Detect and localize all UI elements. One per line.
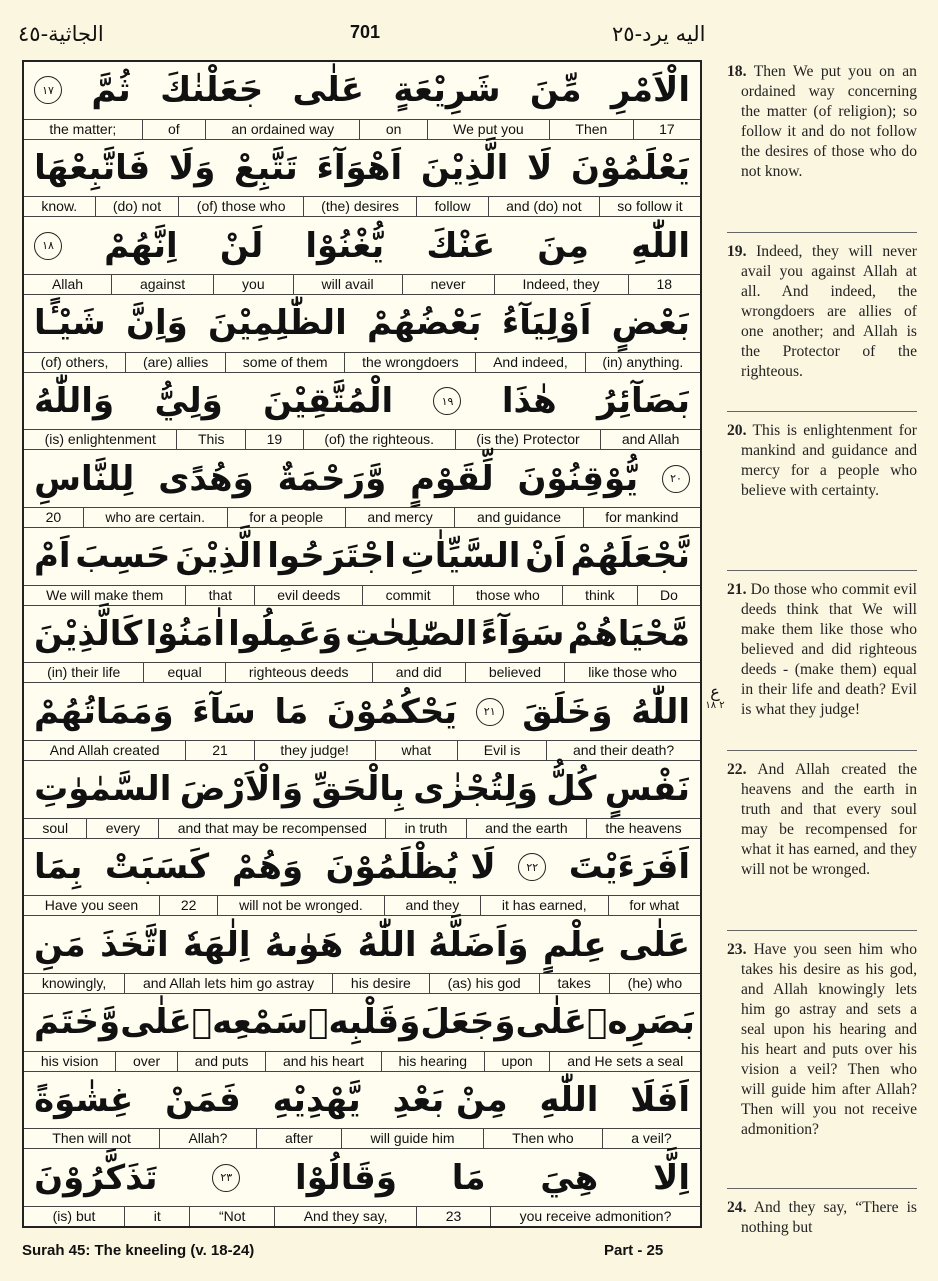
arabic-word: مِّنَ	[529, 70, 582, 111]
arabic-word: السَّمٰوٰتِ	[34, 769, 172, 810]
gloss-cell: a veil?	[602, 1129, 700, 1148]
gloss-cell: equal	[143, 663, 224, 682]
arabic-line	[24, 1072, 700, 1129]
arabic-word: وَقَلْبِهٖ	[308, 1002, 421, 1043]
translation-paragraph	[727, 421, 917, 501]
gloss-cell: and Allah lets him go astray	[124, 974, 332, 993]
translation-text: Indeed, they will never avail you against Allah at all. And indeed, the wrongdoers are allies of one another; and Allah is the Protector of the righteous.	[741, 243, 917, 380]
gloss-cell: after	[256, 1129, 342, 1148]
verse-number-marker: ٢٢	[518, 853, 546, 881]
arabic-word: بِالْحَقِّ	[311, 769, 405, 810]
arabic-word: وَلِتُجْزٰى	[413, 769, 538, 810]
translation-paragraph	[727, 1198, 917, 1238]
gloss-cell: on	[359, 120, 426, 139]
gloss-cell: follow	[416, 197, 487, 216]
gloss-cell: the matter;	[49, 120, 117, 137]
arabic-word: تَذَكَّرُوْنَ	[34, 1157, 158, 1198]
gloss-cell: his desire	[332, 974, 429, 993]
english-gloss-line	[24, 585, 700, 605]
arabic-word: فَمَنْ	[165, 1080, 241, 1121]
english-gloss-line	[24, 662, 700, 682]
arabic-word: يَعْلَمُوْنَ	[571, 148, 690, 188]
gloss-cell: (is) but	[52, 1208, 96, 1225]
gloss-cell: And they say,	[274, 1207, 416, 1226]
gloss-cell: for what	[608, 896, 700, 915]
verse-row	[24, 839, 700, 917]
gloss-cell: and He sets a seal	[549, 1052, 700, 1071]
arabic-word: هٰذَا	[501, 381, 557, 422]
gloss-cell: what	[375, 741, 457, 760]
arabic-word: عَنْكَ	[426, 225, 496, 266]
verse-number: 21.	[727, 581, 747, 598]
gloss-cell: know.	[41, 198, 78, 215]
footer-part: Part - 25	[604, 1242, 664, 1259]
arabic-word: الَّذِيْنَ	[175, 536, 263, 577]
gloss-cell: We will make them	[46, 586, 164, 603]
ruku-mark	[705, 684, 725, 711]
gloss-cell: evil deeds	[254, 586, 362, 605]
arabic-word: وَلِيُّ	[154, 381, 223, 422]
gloss-cell: and Allah	[600, 430, 700, 449]
translation-text: Have you seen him who takes his desire as his god, and Allah knowingly lets him go astray and sets a seal upon his hearing and his heart and puts over his vision a veil? Then who will guide him after Allah? Then will you not receive admonition?	[741, 941, 917, 1138]
gloss-cell: for mankind	[583, 508, 700, 527]
arabic-word: وَهُدًى	[158, 458, 254, 499]
arabic-word: كُلُّ	[546, 769, 597, 810]
gloss-cell: and (do) not	[488, 197, 599, 216]
arabic-word: لَنْ	[219, 225, 264, 266]
gloss-cell: for a people	[227, 508, 345, 527]
arabic-word: مَّحْيَاهُمْ	[567, 614, 690, 655]
gloss-cell: every	[86, 819, 158, 838]
arabic-line	[24, 450, 700, 507]
gloss-cell: it has earned,	[480, 896, 608, 915]
arabic-word: ثُمَّ	[91, 70, 131, 111]
gloss-cell: Evil is	[457, 741, 546, 760]
arabic-word: وَلَا	[168, 148, 216, 188]
arabic-word: وَاِنَّ	[125, 303, 188, 344]
english-gloss-line	[24, 196, 700, 216]
translation-text: Do those who commit evil deeds think that We will make them like those who believed and did righteous deeds - (make them) equal in their life and death? Evil is what they judge!	[741, 581, 918, 718]
gloss-cell: you receive admonition?	[490, 1207, 700, 1226]
word-by-word-grid	[22, 60, 702, 1228]
arabic-word: لَا يُظْلَمُوْنَ	[325, 847, 496, 888]
gloss-cell: Allah	[51, 276, 84, 293]
translation-paragraph	[727, 62, 917, 182]
gloss-cell: 19	[245, 430, 303, 449]
arabic-word: سَمْعِهٖ	[191, 1002, 309, 1043]
page-number: 701	[349, 22, 381, 42]
arabic-line	[24, 62, 700, 119]
gloss-cell: (of) others,	[40, 353, 109, 370]
translation-paragraph	[727, 760, 917, 880]
arabic-word: عَلٰى عِلْمٍ	[542, 924, 690, 965]
gloss-cell: and puts	[177, 1052, 265, 1071]
gloss-cell: 20	[45, 509, 62, 526]
arabic-word: مَا	[274, 691, 309, 732]
arabic-word: اللّٰهُ	[631, 691, 690, 732]
verse-number-marker: ٢٣	[212, 1164, 240, 1192]
arabic-word: مِنَ	[537, 225, 589, 266]
arabic-word: السَّيِّاٰتِ	[400, 536, 521, 577]
verse-number-marker: ٢٠	[662, 465, 690, 493]
english-gloss-line	[24, 274, 700, 294]
translation-separator	[727, 930, 917, 931]
arabic-word: فَاتَّبِعْهَا	[34, 148, 151, 188]
gloss-cell: (is) enlightenment	[44, 431, 156, 448]
gloss-cell: the heavens	[586, 819, 700, 838]
arabic-word: لَا	[526, 148, 553, 188]
gloss-cell: and their death?	[546, 741, 700, 760]
english-gloss-line	[24, 1206, 700, 1226]
gloss-cell: righteous deeds	[225, 663, 372, 682]
arabic-word: بِمَا	[34, 847, 83, 888]
verse-row	[24, 528, 700, 606]
gloss-cell: And Allah created	[49, 742, 160, 759]
gloss-cell: 17	[633, 120, 700, 139]
arabic-word: اَفَلَا	[630, 1080, 690, 1121]
arabic-word: بَصَآئِرُ	[597, 381, 690, 422]
gloss-cell: will not be wronged.	[217, 896, 383, 915]
surah-name-header: الجاثية-٤٥	[18, 22, 104, 46]
arabic-line	[24, 373, 700, 430]
gloss-cell: his vision	[40, 1052, 99, 1069]
gloss-cell: Do	[637, 586, 700, 605]
arabic-word: كَسَبَتْ	[104, 847, 210, 888]
arabic-word: اتَّخَذَ	[100, 924, 169, 965]
gloss-cell: in truth	[385, 819, 466, 838]
gloss-cell: 22	[159, 896, 217, 915]
arabic-word: اِلَّا	[653, 1157, 690, 1198]
english-gloss-line	[24, 1051, 700, 1071]
verse-row	[24, 1149, 700, 1226]
arabic-word: يُّغْنُوْا	[305, 225, 385, 266]
gloss-cell: (do) not	[95, 197, 179, 216]
footer-surah-info: Surah 45: The kneeling (v. 18-24)	[22, 1242, 255, 1259]
arabic-word: يَحْكُمُوْنَ	[326, 691, 458, 732]
gloss-cell: Have you seen	[44, 897, 139, 914]
arabic-word: وَّخَتَمَ	[34, 1002, 121, 1043]
english-gloss-line	[24, 818, 700, 838]
gloss-cell: you	[213, 275, 292, 294]
english-gloss-line	[24, 1128, 700, 1148]
arabic-word: وَهُمْ	[231, 847, 304, 888]
verse-row	[24, 683, 700, 761]
gloss-cell: Allah?	[159, 1129, 256, 1148]
english-gloss-line	[24, 507, 700, 527]
gloss-cell: This	[176, 430, 245, 449]
arabic-word: بَصَرِهٖ	[587, 1002, 695, 1043]
verse-number-marker: ١٩	[433, 387, 461, 415]
verse-row	[24, 916, 700, 994]
verse-number: 20.	[727, 422, 747, 439]
gloss-cell: Then who	[483, 1129, 602, 1148]
arabic-word: شَيْـًٔا	[34, 303, 106, 344]
arabic-word: اَوْلِيَآءُ	[501, 303, 592, 344]
gloss-cell: and they	[384, 896, 480, 915]
arabic-word: وَقَالُوْا	[295, 1157, 397, 1198]
gloss-cell: that	[185, 586, 254, 605]
translation-text: And they say, “There is nothing but	[741, 1199, 917, 1236]
verse-number: 24.	[727, 1199, 747, 1216]
gloss-cell: and the earth	[466, 819, 586, 838]
arabic-line	[24, 1149, 700, 1206]
gloss-cell: takes	[539, 974, 609, 993]
arabic-word: نَفْسٍ	[604, 769, 690, 810]
english-gloss-line	[24, 973, 700, 993]
gloss-cell: so follow it	[599, 197, 700, 216]
gloss-cell: believed	[465, 663, 564, 682]
gloss-cell: upon	[484, 1052, 550, 1071]
arabic-word: كَالَّذِيْنَ	[34, 614, 143, 655]
verse-number-marker: ١٨	[34, 232, 62, 260]
gloss-cell: his hearing	[381, 1052, 484, 1071]
gloss-cell: 23	[416, 1207, 490, 1226]
arabic-word: اللّٰهِ	[631, 225, 690, 266]
arabic-word: الَّذِيْنَ	[420, 148, 509, 188]
gloss-cell: some of them	[225, 353, 344, 372]
translation-paragraph	[727, 580, 917, 720]
arabic-word: سَوَآءً	[480, 614, 565, 655]
verse-row	[24, 295, 700, 373]
gloss-cell: Indeed, they	[494, 275, 628, 294]
arabic-word: عَلٰى	[515, 1002, 588, 1043]
gloss-cell: it	[124, 1207, 189, 1226]
ruku-numbers: ٢ ١٨	[705, 700, 725, 711]
verse-row	[24, 606, 700, 684]
gloss-cell: knowingly,	[41, 975, 107, 992]
translation-separator	[727, 1188, 917, 1189]
gloss-cell: the wrongdoers	[344, 353, 475, 372]
verse-number: 18.	[727, 63, 747, 80]
arabic-line	[24, 606, 700, 663]
arabic-word: وَجَعَلَ	[420, 1002, 516, 1043]
verse-number: 23.	[727, 941, 747, 958]
arabic-word: وَاَضَلَّهُ اللّٰهُ	[357, 924, 529, 965]
arabic-word: اِنَّهُمْ	[104, 225, 178, 266]
gloss-cell: those who	[453, 586, 562, 605]
gloss-cell: (in) anything.	[585, 353, 700, 372]
gloss-cell: will guide him	[341, 1129, 483, 1148]
arabic-word: يُّوْقِنُوْنَ	[517, 458, 639, 499]
arabic-word: مَنِ	[34, 924, 86, 965]
arabic-word: الظّٰلِمِيْنَ	[208, 303, 347, 344]
translation-separator	[727, 411, 917, 412]
arabic-word: لِّقَوْمٍ	[410, 458, 494, 499]
arabic-word: اَهْوَآءَ	[316, 148, 403, 188]
arabic-word: الْاَمْرِ	[610, 70, 690, 111]
english-gloss-line	[24, 352, 700, 372]
gloss-cell: “Not	[189, 1207, 274, 1226]
arabic-word: اِلٰهَهٗ	[183, 924, 251, 965]
arabic-line	[24, 683, 700, 740]
arabic-word: اللّٰهِ	[539, 1080, 599, 1121]
arabic-word: وَمَمَاتُهُمْ	[34, 691, 174, 732]
gloss-cell: (he) who	[609, 974, 700, 993]
gloss-cell: And indeed,	[475, 353, 584, 372]
verse-number-marker: ٢١	[476, 698, 504, 726]
arabic-line	[24, 295, 700, 352]
arabic-word: اَفَرَءَيْتَ	[568, 847, 690, 888]
translation-separator	[727, 570, 917, 571]
gloss-cell: think	[562, 586, 637, 605]
gloss-cell: and did	[372, 663, 465, 682]
arabic-word: نَّجْعَلَهُمْ	[570, 536, 690, 577]
english-gloss-line	[24, 429, 700, 449]
translation-paragraph	[727, 242, 917, 382]
gloss-cell: like those who	[564, 663, 700, 682]
gloss-cell: (is the) Protector	[455, 430, 601, 449]
arabic-word: مَا	[451, 1157, 486, 1198]
arabic-word: وَاللّٰهُ	[34, 381, 115, 422]
arabic-word: جَعَلْنٰكَ	[160, 70, 264, 111]
gloss-cell: an ordained way	[205, 120, 359, 139]
gloss-cell: who are certain.	[83, 508, 227, 527]
gloss-cell: and mercy	[345, 508, 455, 527]
english-gloss-line	[24, 895, 700, 915]
gloss-cell: (the) desires	[303, 197, 416, 216]
translation-text: And Allah created the heavens and the earth in truth and that every soul may be recompensed for what it has earned, and they will not be wronged.	[741, 761, 917, 878]
verse-number-marker: ١٧	[34, 76, 62, 104]
gloss-cell: (are) allies	[125, 353, 225, 372]
gloss-cell: of	[142, 120, 205, 139]
english-gloss-line	[24, 119, 700, 139]
arabic-word: اٰمَنُوْا	[145, 614, 225, 655]
arabic-word: هِيَ	[540, 1157, 599, 1198]
arabic-word: الصّٰلِحٰتِ	[345, 614, 478, 655]
arabic-word: تَتَّبِعْ	[234, 148, 298, 188]
gloss-cell: and his heart	[265, 1052, 381, 1071]
arabic-word: شَرِيْعَةٍ	[393, 70, 501, 111]
arabic-line	[24, 140, 700, 197]
arabic-line	[24, 528, 700, 585]
arabic-line	[24, 761, 700, 818]
gloss-cell: Then	[549, 120, 633, 139]
arabic-line	[24, 839, 700, 896]
arabic-word: سَآءَ	[192, 691, 256, 732]
arabic-word: لِلنَّاسِ	[34, 458, 135, 499]
verse-row	[24, 217, 700, 295]
arabic-word: بَعْضُهُمْ	[366, 303, 482, 344]
arabic-word: عَلٰى	[292, 70, 365, 111]
gloss-cell: against	[111, 275, 213, 294]
gloss-cell: over	[115, 1052, 177, 1071]
gloss-cell: will avail	[293, 275, 402, 294]
arabic-word: وَّرَحْمَةٌ	[277, 458, 387, 499]
gloss-cell: (of) those who	[178, 197, 302, 216]
translation-text: This is enlightenment for mankind and guidance and mercy for a people who believe with certainty.	[741, 422, 917, 499]
arabic-line	[24, 916, 700, 973]
verse-row	[24, 994, 700, 1072]
arabic-word: غِشٰوَةً	[34, 1080, 134, 1121]
gloss-cell: (of) the righteous.	[303, 430, 455, 449]
gloss-cell: and that may be recompensed	[158, 819, 385, 838]
ruku-glyph: ع	[710, 682, 720, 701]
arabic-word: وَعَمِلُوا	[228, 614, 343, 655]
gloss-cell: 21	[185, 741, 253, 760]
verse-row	[24, 450, 700, 528]
verse-row	[24, 373, 700, 451]
arabic-word: يَّهْدِيْهِ	[272, 1080, 361, 1121]
arabic-word: وَخَلَقَ	[522, 691, 613, 732]
arabic-line	[24, 994, 700, 1051]
verse-row	[24, 140, 700, 218]
gloss-cell: We put you	[427, 120, 549, 139]
arabic-word: اجْتَرَحُوا	[267, 536, 396, 577]
arabic-word: حَسِبَ	[75, 536, 171, 577]
verse-number: 19.	[727, 243, 747, 260]
english-gloss-line	[24, 740, 700, 760]
verse-number: 22.	[727, 761, 747, 778]
gloss-cell: commit	[362, 586, 452, 605]
translation-paragraph	[727, 940, 917, 1140]
arabic-line	[24, 217, 700, 274]
arabic-word: وَالْاَرْضَ	[179, 769, 304, 810]
arabic-word: اَنْ	[525, 536, 566, 577]
gloss-cell: and guidance	[454, 508, 582, 527]
verse-row	[24, 1072, 700, 1150]
gloss-cell: never	[402, 275, 494, 294]
translation-text: Then We put you on an ordained way concerning the matter (of religion); so follow it and do not follow the desires of those who do not know.	[741, 63, 917, 180]
gloss-cell: soul	[42, 819, 69, 836]
arabic-word: بَعْضٍ	[611, 303, 690, 344]
verse-row	[24, 761, 700, 839]
juz-name-header: اليه يرد-٢٥	[612, 22, 706, 46]
arabic-word: اَمْ	[34, 536, 71, 577]
arabic-word: هَوٰىهُ	[264, 924, 344, 965]
translation-separator	[727, 232, 917, 233]
arabic-word: الْمُتَّقِيْنَ	[263, 381, 394, 422]
arabic-word: مِنْ بَعْدِ	[392, 1080, 508, 1121]
gloss-cell: 18	[628, 275, 700, 294]
verse-row	[24, 62, 700, 140]
gloss-cell: (as) his god	[429, 974, 539, 993]
arabic-word: عَلٰى	[120, 1002, 192, 1043]
gloss-cell: Then will not	[52, 1130, 131, 1147]
translation-separator	[727, 750, 917, 751]
gloss-cell: (in) their life	[47, 664, 121, 681]
gloss-cell: they judge!	[254, 741, 375, 760]
